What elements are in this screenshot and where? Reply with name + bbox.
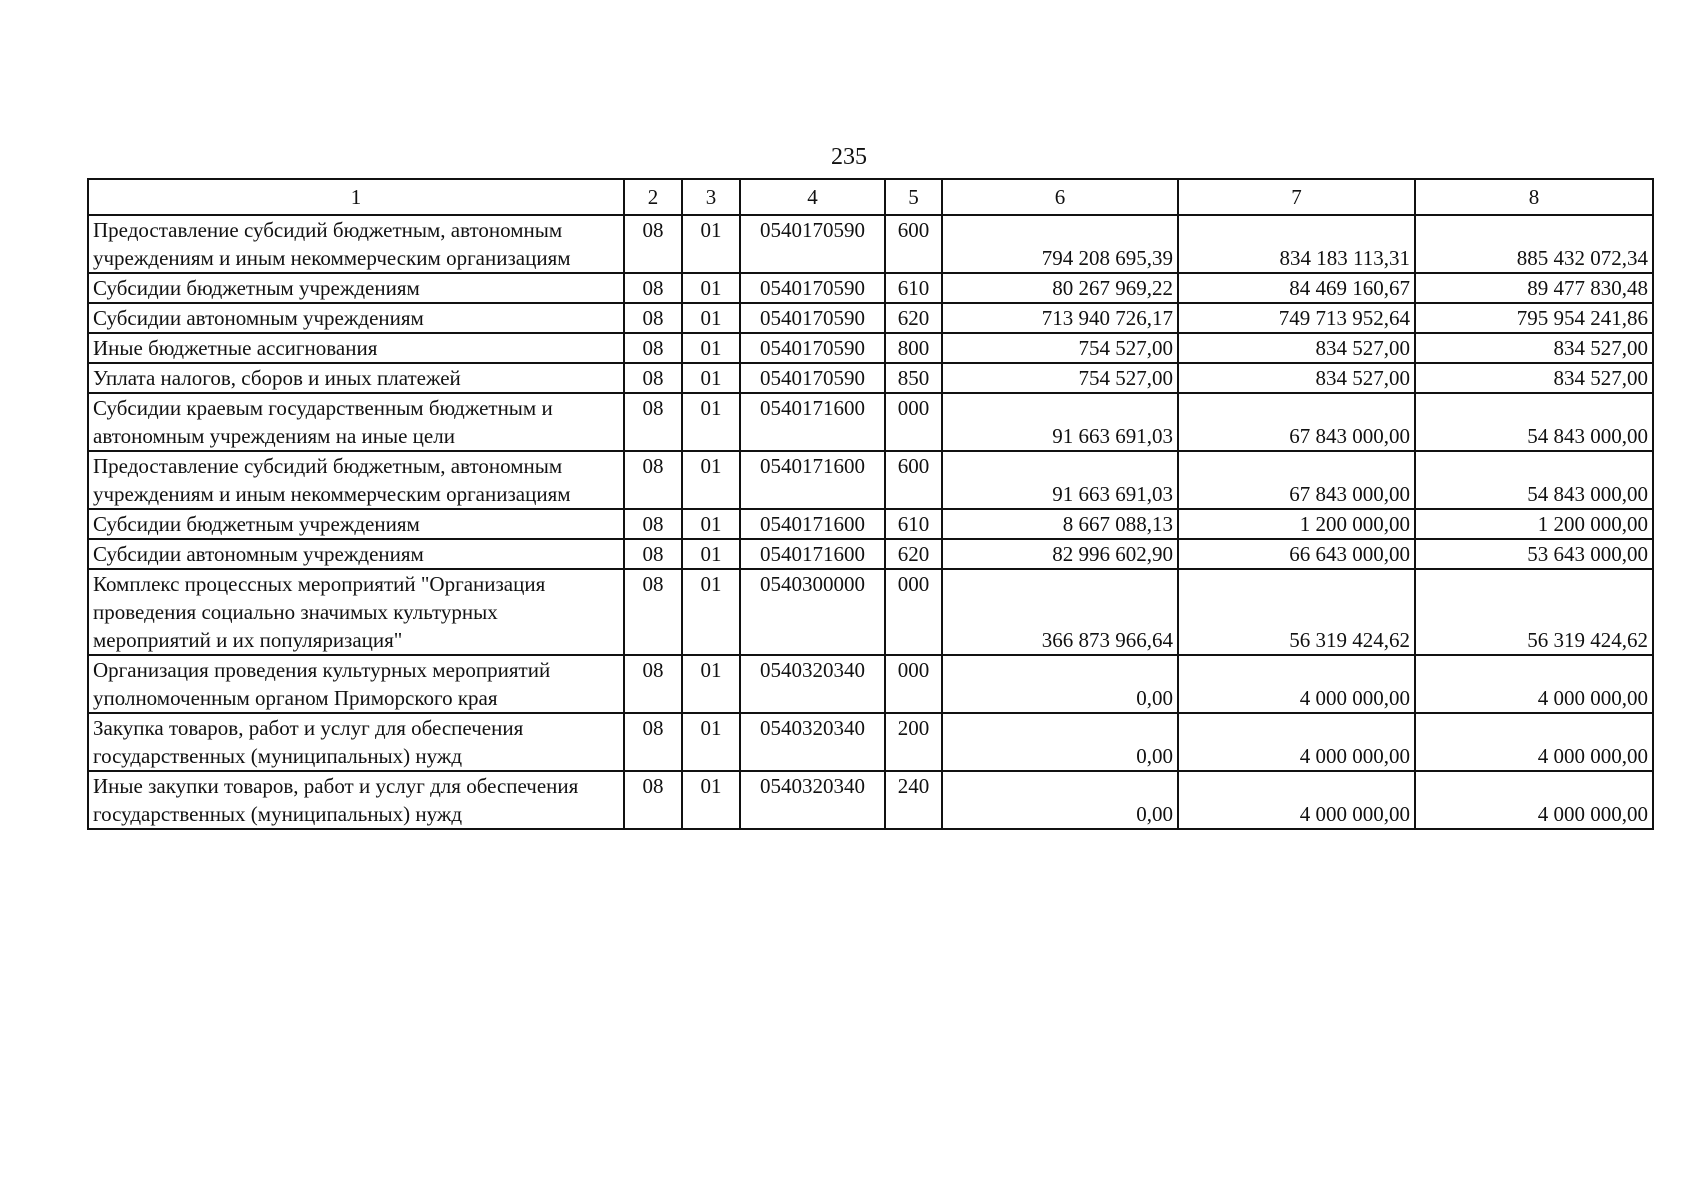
amount-col8-cell: 53 643 000,00 — [1415, 539, 1653, 569]
expense-type-cell: 000 — [885, 393, 942, 451]
column-header: 2 — [624, 179, 682, 215]
target-code-cell: 0540320340 — [740, 771, 885, 829]
table-row — [88, 215, 1653, 273]
header-row — [88, 179, 1653, 215]
section-code-cell: 08 — [624, 713, 682, 771]
table-row — [88, 713, 1653, 771]
column-header: 4 — [740, 179, 885, 215]
table-row — [88, 451, 1653, 509]
amount-col8-cell: 54 843 000,00 — [1415, 393, 1653, 451]
amount-col8-cell: 4 000 000,00 — [1415, 771, 1653, 829]
row-name-cell: Предоставление субсидий бюджетным, автономным учреждениям и иным некоммерческим организациям — [88, 451, 624, 509]
subsection-code-cell: 01 — [682, 273, 740, 303]
amount-col8-cell: 1 200 000,00 — [1415, 509, 1653, 539]
column-header: 3 — [682, 179, 740, 215]
amount-col8-cell: 54 843 000,00 — [1415, 451, 1653, 509]
row-name-cell: Организация проведения культурных мероприятий уполномоченным органом Приморского края — [88, 655, 624, 713]
amount-col6-cell: 366 873 966,64 — [942, 569, 1178, 655]
row-name-cell: Уплата налогов, сборов и иных платежей — [88, 363, 624, 393]
expense-type-cell: 620 — [885, 303, 942, 333]
subsection-code-cell: 01 — [682, 303, 740, 333]
amount-col7-cell: 834 527,00 — [1178, 333, 1415, 363]
amount-col8-cell: 56 319 424,62 — [1415, 569, 1653, 655]
table-row — [88, 771, 1653, 829]
table-row — [88, 655, 1653, 713]
expense-type-cell: 610 — [885, 273, 942, 303]
row-name-cell: Субсидии бюджетным учреждениям — [88, 273, 624, 303]
amount-col7-cell: 84 469 160,67 — [1178, 273, 1415, 303]
amount-col6-cell: 754 527,00 — [942, 333, 1178, 363]
section-code-cell: 08 — [624, 333, 682, 363]
target-code-cell: 0540170590 — [740, 363, 885, 393]
target-code-cell: 0540170590 — [740, 303, 885, 333]
expense-type-cell: 620 — [885, 539, 942, 569]
row-name-cell: Субсидии автономным учреждениям — [88, 539, 624, 569]
column-header: 7 — [1178, 179, 1415, 215]
amount-col6-cell: 8 667 088,13 — [942, 509, 1178, 539]
amount-col8-cell: 4 000 000,00 — [1415, 655, 1653, 713]
amount-col7-cell: 834 527,00 — [1178, 363, 1415, 393]
expense-type-cell: 600 — [885, 451, 942, 509]
subsection-code-cell: 01 — [682, 771, 740, 829]
target-code-cell: 0540171600 — [740, 451, 885, 509]
target-code-cell: 0540170590 — [740, 215, 885, 273]
budget-table — [87, 178, 1654, 830]
subsection-code-cell: 01 — [682, 393, 740, 451]
expense-type-cell: 800 — [885, 333, 942, 363]
expense-type-cell: 600 — [885, 215, 942, 273]
amount-col7-cell: 67 843 000,00 — [1178, 451, 1415, 509]
row-name-cell: Предоставление субсидий бюджетным, автономным учреждениям и иным некоммерческим организациям — [88, 215, 624, 273]
target-code-cell: 0540171600 — [740, 393, 885, 451]
table-row — [88, 363, 1653, 393]
table-row — [88, 509, 1653, 539]
amount-col8-cell: 834 527,00 — [1415, 363, 1653, 393]
row-name-cell: Субсидии бюджетным учреждениям — [88, 509, 624, 539]
column-header: 1 — [88, 179, 624, 215]
amount-col6-cell: 794 208 695,39 — [942, 215, 1178, 273]
expense-type-cell: 240 — [885, 771, 942, 829]
table-row — [88, 569, 1653, 655]
amount-col7-cell: 4 000 000,00 — [1178, 713, 1415, 771]
section-code-cell: 08 — [624, 451, 682, 509]
section-code-cell: 08 — [624, 771, 682, 829]
target-code-cell: 0540171600 — [740, 539, 885, 569]
expense-type-cell: 200 — [885, 713, 942, 771]
amount-col8-cell: 834 527,00 — [1415, 333, 1653, 363]
amount-col6-cell: 0,00 — [942, 655, 1178, 713]
table-body — [88, 215, 1653, 829]
section-code-cell: 08 — [624, 655, 682, 713]
subsection-code-cell: 01 — [682, 539, 740, 569]
amount-col7-cell: 4 000 000,00 — [1178, 655, 1415, 713]
row-name-cell: Иные закупки товаров, работ и услуг для обеспечения государственных (муниципальных) нужд — [88, 771, 624, 829]
target-code-cell: 0540171600 — [740, 509, 885, 539]
expense-type-cell: 850 — [885, 363, 942, 393]
section-code-cell: 08 — [624, 569, 682, 655]
row-name-cell: Комплекс процессных мероприятий "Организация проведения социально значимых культурных мероприятий и их популяризация" — [88, 569, 624, 655]
column-header: 5 — [885, 179, 942, 215]
expense-type-cell: 000 — [885, 655, 942, 713]
subsection-code-cell: 01 — [682, 363, 740, 393]
row-name-cell: Иные бюджетные ассигнования — [88, 333, 624, 363]
target-code-cell: 0540170590 — [740, 273, 885, 303]
amount-col8-cell: 885 432 072,34 — [1415, 215, 1653, 273]
section-code-cell: 08 — [624, 393, 682, 451]
table-row — [88, 539, 1653, 569]
amount-col6-cell: 91 663 691,03 — [942, 393, 1178, 451]
target-code-cell: 0540320340 — [740, 713, 885, 771]
target-code-cell: 0540170590 — [740, 333, 885, 363]
amount-col7-cell: 749 713 952,64 — [1178, 303, 1415, 333]
row-name-cell: Субсидии автономным учреждениям — [88, 303, 624, 333]
subsection-code-cell: 01 — [682, 509, 740, 539]
column-header: 8 — [1415, 179, 1653, 215]
table-row — [88, 393, 1653, 451]
amount-col6-cell: 713 940 726,17 — [942, 303, 1178, 333]
section-code-cell: 08 — [624, 273, 682, 303]
section-code-cell: 08 — [624, 363, 682, 393]
section-code-cell: 08 — [624, 539, 682, 569]
table-row — [88, 273, 1653, 303]
amount-col7-cell: 66 643 000,00 — [1178, 539, 1415, 569]
amount-col6-cell: 80 267 969,22 — [942, 273, 1178, 303]
amount-col7-cell: 56 319 424,62 — [1178, 569, 1415, 655]
table-row — [88, 333, 1653, 363]
column-header: 6 — [942, 179, 1178, 215]
subsection-code-cell: 01 — [682, 333, 740, 363]
amount-col6-cell: 82 996 602,90 — [942, 539, 1178, 569]
amount-col7-cell: 4 000 000,00 — [1178, 771, 1415, 829]
amount-col7-cell: 1 200 000,00 — [1178, 509, 1415, 539]
amount-col8-cell: 4 000 000,00 — [1415, 713, 1653, 771]
amount-col6-cell: 0,00 — [942, 713, 1178, 771]
amount-col7-cell: 834 183 113,31 — [1178, 215, 1415, 273]
subsection-code-cell: 01 — [682, 655, 740, 713]
subsection-code-cell: 01 — [682, 569, 740, 655]
subsection-code-cell: 01 — [682, 713, 740, 771]
amount-col8-cell: 89 477 830,48 — [1415, 273, 1653, 303]
amount-col6-cell: 0,00 — [942, 771, 1178, 829]
row-name-cell: Субсидии краевым государственным бюджетным и автономным учреждениям на иные цели — [88, 393, 624, 451]
table-row — [88, 303, 1653, 333]
amount-col7-cell: 67 843 000,00 — [1178, 393, 1415, 451]
page-number: 235 — [831, 144, 867, 170]
expense-type-cell: 000 — [885, 569, 942, 655]
section-code-cell: 08 — [624, 303, 682, 333]
section-code-cell: 08 — [624, 215, 682, 273]
subsection-code-cell: 01 — [682, 451, 740, 509]
amount-col6-cell: 754 527,00 — [942, 363, 1178, 393]
amount-col8-cell: 795 954 241,86 — [1415, 303, 1653, 333]
section-code-cell: 08 — [624, 509, 682, 539]
target-code-cell: 0540320340 — [740, 655, 885, 713]
amount-col6-cell: 91 663 691,03 — [942, 451, 1178, 509]
subsection-code-cell: 01 — [682, 215, 740, 273]
row-name-cell: Закупка товаров, работ и услуг для обеспечения государственных (муниципальных) нужд — [88, 713, 624, 771]
expense-type-cell: 610 — [885, 509, 942, 539]
target-code-cell: 0540300000 — [740, 569, 885, 655]
